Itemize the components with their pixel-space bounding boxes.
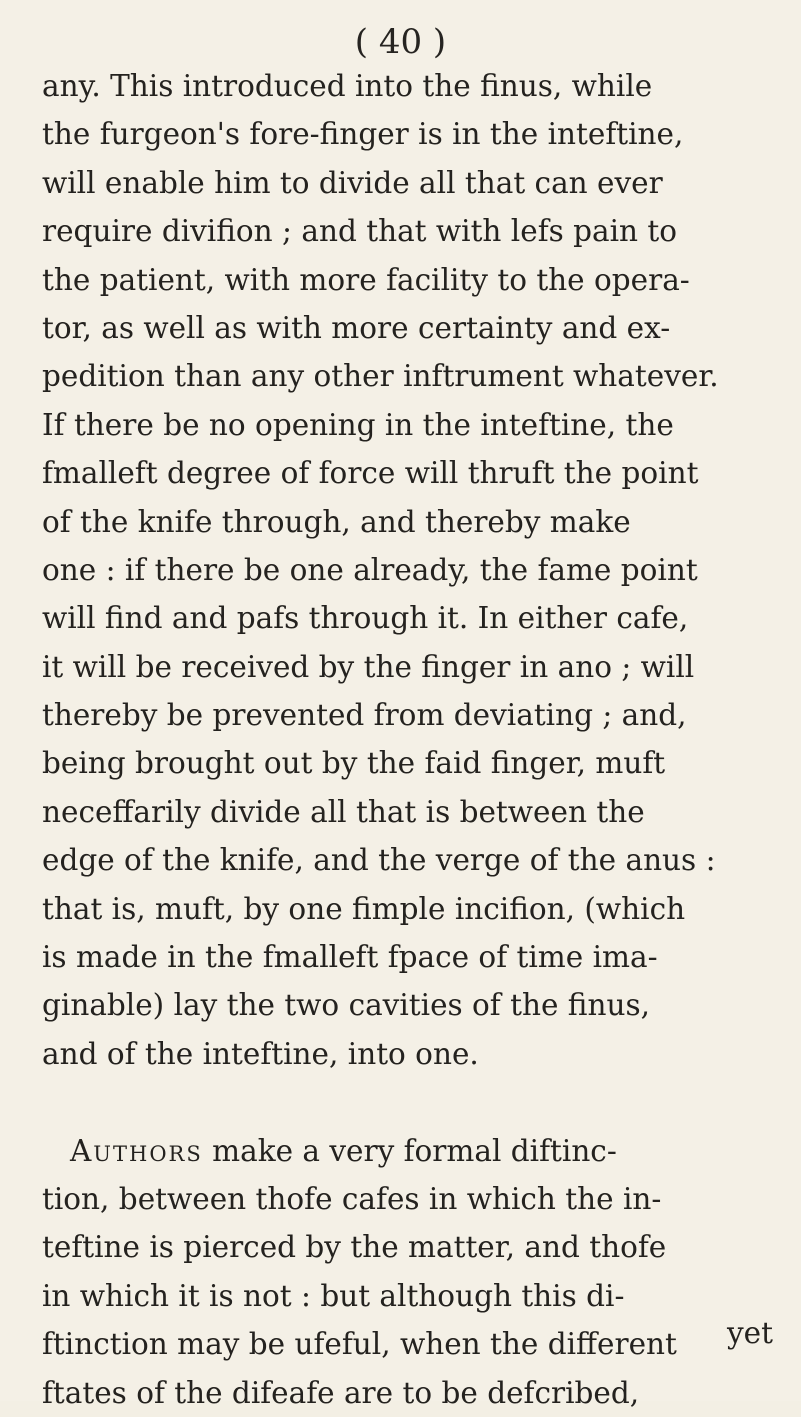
text-line: one : if there be one already, the fame point	[42, 552, 698, 587]
text-line: edge of the knife, and the verge of the anus :	[42, 843, 716, 878]
lead-word: Authors	[70, 1133, 203, 1168]
catchword: yet	[727, 1316, 773, 1350]
text-line: the patient, with more facility to the opera-	[42, 262, 690, 297]
body-text	[42, 62, 767, 1417]
text-line: tor, as well as with more certainty and ex-	[42, 310, 671, 345]
text-line: neceffarily divide all that is between the	[42, 794, 645, 829]
text-line: ftinction may be ufeful, when the different	[42, 1327, 677, 1362]
text-line: teftine is pierced by the matter, and thofe	[42, 1230, 667, 1265]
text-line: in which it is not : but although this di-	[42, 1278, 625, 1313]
text-line-first	[42, 1127, 767, 1175]
text-line: tion, between thofe cafes in which the in-	[42, 1181, 662, 1216]
text-line: and of the inteftine, into one.	[42, 1036, 479, 1071]
text-line: the furgeon's fore-finger is in the inteftine,	[42, 117, 684, 152]
lead-rest: make a very formal diftinc-	[202, 1133, 617, 1168]
text-line: If there be no opening in the inteftine, the	[42, 407, 674, 442]
paragraph-1	[42, 62, 767, 1078]
text-line: ftates of the difeafe are to be defcribed,	[42, 1375, 640, 1410]
text-line: will find and pafs through it. In either cafe,	[42, 601, 689, 636]
text-line: pedition than any other inftrument whatever.	[42, 359, 719, 394]
text-line: require divifion ; and that with lefs pain to	[42, 214, 678, 249]
text-line: being brought out by the faid finger, muft	[42, 746, 666, 781]
text-line: is made in the fmalleft fpace of time ima-	[42, 940, 658, 975]
paragraph-gap	[42, 1078, 767, 1126]
paragraph-2	[42, 1127, 767, 1417]
text-line: will enable him to divide all that can ever	[42, 165, 663, 200]
text-line: it will be received by the finger in ano ; will	[42, 649, 695, 684]
text-line: any. This introduced into the finus, while	[42, 69, 653, 103]
text-line: fmalleft degree of force will thruft the point	[42, 456, 699, 491]
text-line: thereby be prevented from deviating ; and,	[42, 698, 687, 733]
page-number: ( 40 )	[354, 22, 447, 62]
text-line: that is, muft, by one fimple incifion, (which	[42, 891, 686, 926]
text-line: ginable) lay the two cavities of the finus,	[42, 988, 650, 1023]
text-line: of the knife through, and thereby make	[42, 504, 631, 539]
